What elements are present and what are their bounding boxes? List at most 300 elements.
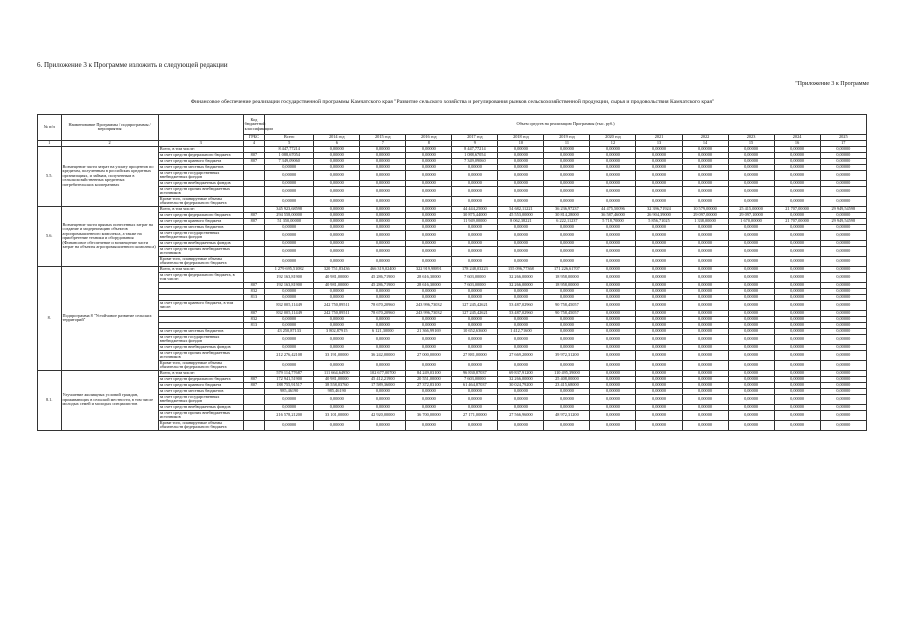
year-value: 0,00000 <box>636 394 682 404</box>
total-value: 192 163,81900 <box>265 282 314 288</box>
header-year: 2018 год <box>498 135 544 141</box>
year-value: 243 996,73032 <box>406 300 452 310</box>
year-value: 0,00000 <box>728 186 774 196</box>
year-value: 0,00000 <box>820 240 866 246</box>
year-value: 30 814,28000 <box>544 212 590 218</box>
grbs-code: 807 <box>243 282 264 288</box>
year-value: 0,00000 <box>360 294 406 300</box>
year-value: 0,00000 <box>774 158 820 164</box>
year-value: 171 226,61707 <box>544 266 590 272</box>
year-value: 0,00000 <box>406 394 452 404</box>
year-value: 0,00000 <box>728 300 774 310</box>
funding-source-label: Кроме того, планируемые объемы обязательств федерального бюджета <box>158 360 243 370</box>
table-row <box>38 246 867 256</box>
year-value: 0,00000 <box>820 322 866 328</box>
year-value: 0,00000 <box>498 316 544 322</box>
year-value: 0,00000 <box>820 316 866 322</box>
year-value: 32 266,00000 <box>498 376 544 382</box>
year-value: 0,00000 <box>774 256 820 266</box>
year-value: 0,00000 <box>406 206 452 212</box>
year-value: 0,00000 <box>636 294 682 300</box>
year-value: 23 415,68000 <box>544 382 590 388</box>
year-value: 0,00000 <box>728 224 774 230</box>
year-value: 84 249,03100 <box>406 370 452 376</box>
year-value: 10 579,00000 <box>682 206 728 212</box>
year-value: 7 603,00000 <box>452 272 498 282</box>
year-value: 0,00000 <box>360 146 406 152</box>
year-value: 0,00000 <box>820 404 866 410</box>
year-value: 0,00000 <box>774 282 820 288</box>
funding-source-label: за счет средств внебюджетных фондов <box>158 180 243 186</box>
year-value: 0,00000 <box>682 224 728 230</box>
year-value: 0,00000 <box>314 240 360 246</box>
funding-source-label: Кроме того, планируемые объемы обязательств федерального бюджета <box>158 196 243 206</box>
table-row <box>38 256 867 266</box>
year-value: 54 682,11221 <box>498 206 544 212</box>
year-value: 0,00000 <box>682 404 728 410</box>
year-value: 0,00000 <box>406 180 452 186</box>
year-value: 0,00000 <box>636 410 682 420</box>
year-value: 0,00000 <box>498 294 544 300</box>
year-value: 3 802,87915 <box>314 328 360 334</box>
year-value: 0,00000 <box>774 152 820 158</box>
year-value: 29 949,54598 <box>820 218 866 224</box>
year-value: 0,00000 <box>774 404 820 410</box>
year-value: 0,00000 <box>544 316 590 322</box>
year-value: 0,00000 <box>682 256 728 266</box>
total-value: 579 114,77687 <box>265 370 314 376</box>
year-value: 110 495,39000 <box>544 370 590 376</box>
year-value: 0,00000 <box>590 420 636 430</box>
year-value: 0,00000 <box>728 246 774 256</box>
year-value: 38 558,03760 <box>314 382 360 388</box>
program-name: Подпрограмма 8 "Устойчивое развитие сельских территорий" <box>61 266 158 370</box>
year-value: 0,00000 <box>636 180 682 186</box>
year-value: 0,00000 <box>314 164 360 170</box>
year-value: 8 447,77214 <box>452 146 498 152</box>
total-value: 985,46190 <box>265 388 314 394</box>
year-value: 0,00000 <box>682 300 728 310</box>
year-value: 6 222,11237 <box>544 218 590 224</box>
year-value: 0,00000 <box>682 310 728 316</box>
grbs-code <box>243 410 264 420</box>
header-code: Код бюджетной классификации <box>243 115 264 135</box>
year-value: 0,00000 <box>360 164 406 170</box>
year-value: 0,00000 <box>452 344 498 350</box>
year-value: 0,00000 <box>682 230 728 240</box>
year-value: 28 616,30000 <box>406 272 452 282</box>
year-value: 0,00000 <box>728 360 774 370</box>
total-value: 0,00000 <box>265 394 314 404</box>
total-value: 0,00000 <box>265 196 314 206</box>
column-number: 13 <box>636 140 682 146</box>
year-value: 0,00000 <box>498 224 544 230</box>
total-value: 0,00000 <box>265 180 314 186</box>
year-value: 0,00000 <box>406 334 452 344</box>
year-value: 0,00000 <box>406 360 452 370</box>
year-value: 0,00000 <box>728 334 774 344</box>
total-value: 832 005,11449 <box>265 310 314 316</box>
year-value: 0,00000 <box>820 344 866 350</box>
funding-source-label: за счет средств местных бюджетов <box>158 388 243 394</box>
year-value: 0,00000 <box>820 152 866 158</box>
year-value: 0,00000 <box>728 328 774 334</box>
year-value: 0,00000 <box>636 322 682 328</box>
total-value: 0,00000 <box>265 224 314 230</box>
grbs-code: 807 <box>243 158 264 164</box>
year-value: 90 758,45057 <box>544 310 590 316</box>
year-value: 0,00000 <box>636 256 682 266</box>
year-value: 27 566,96000 <box>498 410 544 420</box>
year-value: 0,00000 <box>728 240 774 246</box>
year-value: 0,00000 <box>544 404 590 410</box>
header-source <box>158 115 243 141</box>
year-value: 0,00000 <box>636 344 682 350</box>
year-value: 0,00000 <box>498 388 544 394</box>
header-year: 2020 год <box>590 135 636 141</box>
year-value: 0,00000 <box>728 288 774 294</box>
column-number: 12 <box>590 140 636 146</box>
total-value: 0,00000 <box>265 230 314 240</box>
year-value: 0,00000 <box>498 152 544 158</box>
table-row <box>38 300 867 310</box>
year-value: 322 919,98891 <box>406 266 452 272</box>
year-value: 0,00000 <box>314 206 360 212</box>
year-value: 40 981,00000 <box>314 272 360 282</box>
year-value: 0,00000 <box>314 218 360 224</box>
total-value: 0,00000 <box>265 322 314 328</box>
year-value: 0,00000 <box>728 266 774 272</box>
year-value: 0,00000 <box>820 310 866 316</box>
funding-source-label: за счет средств местных бюджетов <box>158 164 243 170</box>
year-value: 0,00000 <box>406 240 452 246</box>
table-row <box>38 394 867 404</box>
year-value: 0,00000 <box>498 164 544 170</box>
year-value: 0,00000 <box>682 170 728 180</box>
year-value: 0,00000 <box>544 288 590 294</box>
total-value: 0,00000 <box>265 420 314 430</box>
total-value: 1 088,67054 <box>265 152 314 158</box>
funding-source-label: за счет средств местных бюджетов <box>158 328 243 334</box>
year-value: 0,00000 <box>590 186 636 196</box>
year-value: 0,00000 <box>820 382 866 388</box>
year-value: 61 464,87037 <box>452 382 498 388</box>
funding-source-label: Кроме того, планируемые объемы обязательств федерального бюджета <box>158 256 243 266</box>
year-value: 0,00000 <box>590 224 636 230</box>
year-value: 0,00000 <box>774 394 820 404</box>
year-value: 0,00000 <box>682 180 728 186</box>
year-value: 0,00000 <box>682 196 728 206</box>
year-value: 0,00000 <box>636 420 682 430</box>
total-value: 0,00000 <box>265 360 314 370</box>
year-value: 7 603,00000 <box>452 282 498 288</box>
year-value: 0,00000 <box>544 388 590 394</box>
year-value: 0,00000 <box>544 294 590 300</box>
year-value: 0,00000 <box>360 246 406 256</box>
year-value: 0,00000 <box>820 360 866 370</box>
header-name: Наименование Программы / подпрограммы / мероприятия <box>61 115 158 141</box>
year-value: 45 553,00000 <box>498 212 544 218</box>
total-value: 172 941,51900 <box>265 376 314 382</box>
column-number: 4 <box>243 140 264 146</box>
total-value: 43 250,87133 <box>265 328 314 334</box>
year-value: 18 958,00000 <box>544 282 590 288</box>
year-value: 0,00000 <box>728 388 774 394</box>
funding-source-label: за счет средств федерального бюджета, в том числе: <box>158 272 243 282</box>
year-value: 178 248,03223 <box>452 266 498 272</box>
year-value: 0,00000 <box>774 410 820 420</box>
year-value: 0,00000 <box>682 344 728 350</box>
year-value: 0,00000 <box>590 310 636 316</box>
year-value: 0,00000 <box>590 152 636 158</box>
year-value: 0,00000 <box>406 196 452 206</box>
year-value: 0,00000 <box>682 240 728 246</box>
year-value: 42 920,00000 <box>360 410 406 420</box>
year-value: 466 319,02400 <box>360 266 406 272</box>
year-value: 0,00000 <box>314 186 360 196</box>
year-value: 0,00000 <box>682 146 728 152</box>
year-value: 0,00000 <box>682 334 728 344</box>
year-value: 0,00000 <box>820 180 866 186</box>
year-value: 0,00000 <box>360 316 406 322</box>
year-value: 0,00000 <box>498 288 544 294</box>
year-value: 0,00000 <box>406 146 452 152</box>
program-name: Возмещение части прямых понесенных затрат на создание и модернизацию объектов агропромышленного комплекса, а также на приобретение техники и оборудования (Финансовое обеспечение и возмещение части затрат на объекты агропромышленного комплекса) <box>61 206 158 266</box>
total-value: 832 005,11449 <box>265 300 314 310</box>
grbs-code: 813 <box>243 294 264 300</box>
year-value: 127 245,42621 <box>452 310 498 316</box>
year-value: 0,00000 <box>360 170 406 180</box>
year-value: 0,00000 <box>774 420 820 430</box>
year-value: 27 669,20000 <box>498 350 544 360</box>
year-value: 0,00000 <box>406 158 452 164</box>
funding-source-label: за счет средств прочих внебюджетных источников <box>158 186 243 196</box>
funding-source-label: Всего, в том числе: <box>158 266 243 272</box>
year-value: 48 972,31200 <box>544 410 590 420</box>
year-value: 0,00000 <box>636 382 682 388</box>
year-value: 0,00000 <box>820 146 866 152</box>
year-value: 0,00000 <box>820 158 866 164</box>
grbs-code: 813 <box>243 322 264 328</box>
year-value: 0,00000 <box>820 370 866 376</box>
year-value: 0,00000 <box>728 370 774 376</box>
year-value: 0,00000 <box>820 388 866 394</box>
column-number: 16 <box>774 140 820 146</box>
year-value: 0,00000 <box>774 344 820 350</box>
year-value: 0,00000 <box>406 218 452 224</box>
year-value: 0,00000 <box>728 158 774 164</box>
year-value: 0,00000 <box>774 294 820 300</box>
year-value: 0,00000 <box>590 164 636 170</box>
year-value: 0,00000 <box>728 294 774 300</box>
year-value: 0,00000 <box>682 186 728 196</box>
year-value: 0,00000 <box>452 224 498 230</box>
header-grbs: ГРБС <box>243 135 264 141</box>
year-value: 0,00000 <box>820 394 866 404</box>
total-value: 188 755,91517 <box>265 382 314 388</box>
year-value: 30 875,44000 <box>452 212 498 218</box>
header-year: 2016 год <box>406 135 452 141</box>
year-value: 0,00000 <box>728 272 774 282</box>
total-value: 212 276,42108 <box>265 350 314 360</box>
funding-source-label: за счет средств федерального бюджета <box>158 376 243 382</box>
year-value: 0,00000 <box>590 230 636 240</box>
intro-text: 6. Приложение 3 к Программе изложить в следующей редакции <box>37 61 228 69</box>
year-value: 0,00000 <box>774 388 820 394</box>
year-value: 45 286,71900 <box>360 282 406 288</box>
year-value: 96 830,87037 <box>452 370 498 376</box>
year-value: 0,00000 <box>498 196 544 206</box>
year-value: 44 475,50096 <box>590 206 636 212</box>
year-value: 0,00000 <box>636 230 682 240</box>
year-value: 0,00000 <box>728 196 774 206</box>
header-year: 2021 <box>636 135 682 141</box>
grbs-code <box>243 420 264 430</box>
year-value: 0,00000 <box>314 146 360 152</box>
year-value: 29 097,10000 <box>728 212 774 218</box>
year-value: 27 171,00000 <box>452 410 498 420</box>
year-value: 0,00000 <box>360 206 406 212</box>
funding-source-label: за счет средств прочих внебюджетных источников <box>158 410 243 420</box>
column-number: 2 <box>61 140 158 146</box>
year-value: 0,00000 <box>682 266 728 272</box>
year-value: 0,00000 <box>406 316 452 322</box>
year-value: 0,00000 <box>452 164 498 170</box>
year-value: 25 415,00000 <box>728 206 774 212</box>
financing-table <box>37 114 867 431</box>
year-value: 0,00000 <box>636 376 682 382</box>
year-value: 0,00000 <box>636 404 682 410</box>
year-value: 32 266,00000 <box>498 272 544 282</box>
year-value: 0,00000 <box>682 376 728 382</box>
year-value: 0,00000 <box>498 322 544 328</box>
year-value: 0,00000 <box>360 230 406 240</box>
grbs-code <box>243 196 264 206</box>
table-row <box>38 360 867 370</box>
total-value: 216 578,21200 <box>265 410 314 420</box>
grbs-code: 807 <box>243 310 264 316</box>
year-value: 0,00000 <box>590 316 636 322</box>
year-value: 0,00000 <box>636 310 682 316</box>
year-value: 0,00000 <box>774 272 820 282</box>
year-value: 0,00000 <box>820 272 866 282</box>
year-value: 0,00000 <box>498 146 544 152</box>
year-value: 0,00000 <box>820 224 866 230</box>
table-row <box>38 410 867 420</box>
year-value: 0,00000 <box>774 288 820 294</box>
year-value: 8 062,38221 <box>498 218 544 224</box>
year-value: 0,00000 <box>636 186 682 196</box>
year-value: 0,00000 <box>544 186 590 196</box>
year-value: 0,00000 <box>498 420 544 430</box>
year-value: 0,00000 <box>774 230 820 240</box>
year-value: 0,00000 <box>774 224 820 230</box>
year-value: 0,00000 <box>774 246 820 256</box>
year-value: 32 266,00000 <box>498 282 544 288</box>
year-value: 0,00000 <box>682 370 728 376</box>
year-value: 0,00000 <box>452 230 498 240</box>
funding-source-label: за счет средств внебюджетных фондов <box>158 240 243 246</box>
year-value: 0,00000 <box>774 310 820 316</box>
year-value: 25 408,00000 <box>544 376 590 382</box>
year-value: 53 487,02960 <box>498 310 544 316</box>
year-value: 0,00000 <box>544 224 590 230</box>
year-value: 0,00000 <box>452 394 498 404</box>
year-value: 0,00000 <box>498 170 544 180</box>
year-value: 0,00000 <box>452 420 498 430</box>
year-value: 27 000,00000 <box>406 350 452 360</box>
grbs-code: 807 <box>243 212 264 218</box>
total-value: 0,00000 <box>265 170 314 180</box>
column-number: 15 <box>728 140 774 146</box>
year-value: 0,00000 <box>452 334 498 344</box>
year-value: 0,00000 <box>774 316 820 322</box>
year-value: 33 101,00000 <box>314 410 360 420</box>
year-value: 0,00000 <box>636 328 682 334</box>
year-value: 0,00000 <box>544 322 590 328</box>
year-value: 0,00000 <box>314 404 360 410</box>
year-value: 0,00000 <box>820 266 866 272</box>
grbs-code <box>243 230 264 240</box>
year-value: 21 366,99169 <box>406 328 452 334</box>
year-value: 0,00000 <box>774 350 820 360</box>
year-value: 0,00000 <box>314 294 360 300</box>
year-value: 0,00000 <box>774 170 820 180</box>
year-value: 0,00000 <box>360 388 406 394</box>
year-value: 0,00000 <box>636 334 682 344</box>
funding-source-label: за счет средств внебюджетных фондов <box>158 344 243 350</box>
year-value: 21 707,00000 <box>774 218 820 224</box>
year-value: 0,00000 <box>636 272 682 282</box>
year-value: 0,00000 <box>544 420 590 430</box>
year-value: 0,00000 <box>544 158 590 164</box>
year-value: 0,00000 <box>544 180 590 186</box>
year-value: 0,00000 <box>774 370 820 376</box>
year-value: 0,00000 <box>406 256 452 266</box>
year-value: 0,00000 <box>314 170 360 180</box>
year-value: 0,00000 <box>498 344 544 350</box>
year-value: 0,00000 <box>360 394 406 404</box>
year-value: 20 551,00000 <box>406 376 452 382</box>
total-value: 8 447,77214 <box>265 146 314 152</box>
year-value: 0,00000 <box>406 322 452 328</box>
year-value: 0,00000 <box>544 164 590 170</box>
year-value: 0,00000 <box>728 282 774 288</box>
year-value: 0,00000 <box>360 288 406 294</box>
year-value: 0,00000 <box>728 152 774 158</box>
funding-source-label: за счет средств государственных внебюджетных фондов <box>158 334 243 344</box>
table-row <box>38 230 867 240</box>
total-value: 0,00000 <box>265 240 314 246</box>
year-value: 0,00000 <box>360 334 406 344</box>
year-value: 0,00000 <box>728 170 774 180</box>
total-value: 294 558,00000 <box>265 212 314 218</box>
year-value: 0,00000 <box>590 256 636 266</box>
funding-source-label: за счет средств краевого бюджета <box>158 382 243 388</box>
year-value: 0,00000 <box>774 382 820 388</box>
year-value: 0,00000 <box>498 256 544 266</box>
year-value: 0,00000 <box>590 300 636 310</box>
year-value: 33 191,00000 <box>314 350 360 360</box>
year-value: 0,00000 <box>360 186 406 196</box>
year-value: 0,00000 <box>452 196 498 206</box>
year-value: 1 338,00000 <box>682 218 728 224</box>
funding-source-label: за счет средств краевого бюджета <box>158 218 243 224</box>
year-value: 0,00000 <box>406 186 452 196</box>
year-value: 0,00000 <box>544 230 590 240</box>
table-row <box>38 420 867 430</box>
year-value: 0,00000 <box>590 180 636 186</box>
